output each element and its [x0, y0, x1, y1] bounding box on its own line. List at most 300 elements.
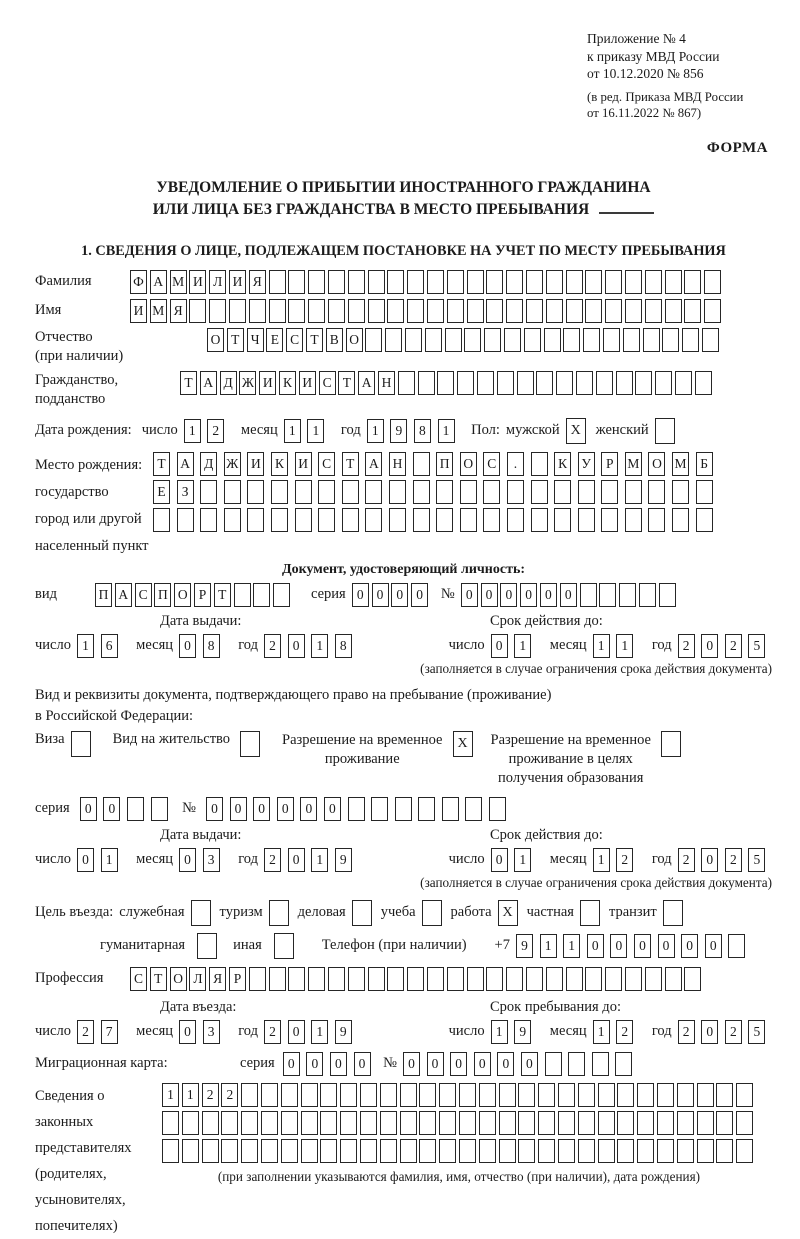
cell[interactable] [240, 731, 260, 757]
cell[interactable] [457, 371, 474, 395]
cell[interactable]: Б [696, 452, 713, 476]
cell[interactable] [422, 900, 442, 926]
cell[interactable]: Д [200, 452, 217, 476]
cell[interactable] [182, 1139, 199, 1163]
cell[interactable] [696, 480, 713, 504]
cell[interactable] [224, 508, 241, 532]
cell[interactable]: 2 [77, 1020, 94, 1044]
purpose-business-checkbox[interactable] [352, 900, 372, 926]
cell[interactable] [419, 1139, 436, 1163]
cell[interactable] [419, 1083, 436, 1107]
cell[interactable] [328, 299, 345, 323]
cell[interactable] [518, 1139, 535, 1163]
cell[interactable] [371, 797, 388, 821]
cell[interactable] [702, 328, 719, 352]
cell[interactable] [365, 480, 382, 504]
cell[interactable]: П [154, 583, 171, 607]
representatives-cells-row-1[interactable] [162, 1083, 756, 1107]
cell[interactable] [200, 480, 217, 504]
cell[interactable]: 0 [306, 1052, 323, 1076]
cell[interactable] [625, 299, 642, 323]
cell[interactable] [162, 1111, 179, 1135]
cell[interactable]: С [130, 967, 147, 991]
cell[interactable] [189, 299, 206, 323]
residence-valid-year-cells[interactable] [678, 848, 772, 872]
cell[interactable] [546, 270, 563, 294]
purpose-work-checkbox[interactable] [498, 900, 518, 926]
cell[interactable] [328, 270, 345, 294]
cell[interactable] [360, 1139, 377, 1163]
cell[interactable] [545, 1052, 562, 1076]
cell[interactable]: Т [150, 967, 167, 991]
cell[interactable]: 0 [179, 1020, 196, 1044]
cell[interactable] [599, 583, 616, 607]
cell[interactable] [563, 328, 580, 352]
residence-issue-year-cells[interactable] [264, 848, 358, 872]
cell[interactable]: 2 [725, 848, 742, 872]
cell[interactable] [269, 900, 289, 926]
cell[interactable] [447, 270, 464, 294]
cell[interactable]: П [436, 452, 453, 476]
cell[interactable] [544, 328, 561, 352]
cell[interactable] [637, 1111, 654, 1135]
cell[interactable]: Е [266, 328, 283, 352]
cell[interactable] [418, 797, 435, 821]
cell[interactable]: Т [227, 328, 244, 352]
cell[interactable] [249, 299, 266, 323]
cell[interactable] [716, 1083, 733, 1107]
cell[interactable] [663, 900, 683, 926]
cell[interactable]: 0 [103, 797, 120, 821]
cell[interactable] [405, 328, 422, 352]
cell[interactable]: 2 [725, 634, 742, 658]
cell[interactable] [665, 270, 682, 294]
cell[interactable]: Ч [247, 328, 264, 352]
cell[interactable] [677, 1139, 694, 1163]
given-name-cells[interactable] [130, 299, 724, 323]
cell[interactable]: 1 [438, 419, 455, 443]
cell[interactable]: 1 [311, 1020, 328, 1044]
stay-month-cells[interactable] [593, 1020, 640, 1044]
cell[interactable] [387, 967, 404, 991]
cell[interactable] [308, 299, 325, 323]
cell[interactable] [288, 967, 305, 991]
cell[interactable]: 0 [253, 797, 270, 821]
cell[interactable] [506, 299, 523, 323]
cell[interactable] [526, 270, 543, 294]
cell[interactable] [662, 328, 679, 352]
cell[interactable]: 2 [616, 848, 633, 872]
cell[interactable]: 0 [450, 1052, 467, 1076]
cell[interactable] [460, 480, 477, 504]
cell[interactable]: 8 [203, 634, 220, 658]
cell[interactable] [320, 1111, 337, 1135]
cell[interactable] [398, 371, 415, 395]
cell[interactable] [413, 508, 430, 532]
cell[interactable] [301, 1083, 318, 1107]
cell[interactable] [318, 480, 335, 504]
purpose-official-checkbox[interactable] [191, 900, 211, 926]
cell[interactable] [524, 328, 541, 352]
cell[interactable]: 7 [101, 1020, 118, 1044]
cell[interactable] [447, 299, 464, 323]
cell[interactable]: С [319, 371, 336, 395]
patronymic-cells[interactable] [207, 328, 722, 352]
cell[interactable] [182, 1111, 199, 1135]
cell[interactable] [419, 1111, 436, 1135]
cell[interactable]: 0 [491, 634, 508, 658]
cell[interactable]: А [150, 270, 167, 294]
cell[interactable] [486, 967, 503, 991]
cell[interactable]: А [358, 371, 375, 395]
cell[interactable]: 0 [540, 583, 557, 607]
cell[interactable]: 0 [230, 797, 247, 821]
cell[interactable]: 3 [203, 1020, 220, 1044]
cell[interactable]: Н [378, 371, 395, 395]
cell[interactable] [467, 299, 484, 323]
cell[interactable] [221, 1111, 238, 1135]
residence-valid-day-cells[interactable] [491, 848, 538, 872]
cell[interactable] [281, 1139, 298, 1163]
cell[interactable] [655, 371, 672, 395]
cell[interactable]: М [150, 299, 167, 323]
cell[interactable]: Л [209, 270, 226, 294]
cell[interactable]: 0 [179, 848, 196, 872]
cell[interactable] [477, 371, 494, 395]
residence-series-cells[interactable] [80, 797, 174, 821]
cell[interactable]: О [460, 452, 477, 476]
cell[interactable]: 2 [678, 634, 695, 658]
cell[interactable] [281, 1111, 298, 1135]
cell[interactable]: О [174, 583, 191, 607]
purpose-other-checkbox[interactable] [274, 933, 294, 959]
cell[interactable] [479, 1083, 496, 1107]
cell[interactable]: 2 [678, 848, 695, 872]
cell[interactable]: 0 [610, 934, 627, 958]
cell[interactable]: 0 [491, 848, 508, 872]
cell[interactable] [677, 1111, 694, 1135]
cell[interactable]: 0 [354, 1052, 371, 1076]
cell[interactable] [465, 797, 482, 821]
representatives-cells-row-3[interactable] [162, 1139, 756, 1163]
cell[interactable] [467, 967, 484, 991]
profession-cells[interactable] [130, 967, 704, 991]
cell[interactable] [716, 1111, 733, 1135]
cell[interactable]: 0 [705, 934, 722, 958]
cell[interactable]: А [115, 583, 132, 607]
cell[interactable] [504, 328, 521, 352]
cell[interactable]: С [286, 328, 303, 352]
cell[interactable] [639, 583, 656, 607]
cell[interactable] [675, 371, 692, 395]
cell[interactable] [418, 371, 435, 395]
cell[interactable]: Т [214, 583, 231, 607]
cell[interactable] [439, 1111, 456, 1135]
cell[interactable]: 0 [587, 934, 604, 958]
cell[interactable] [538, 1139, 555, 1163]
cell[interactable] [407, 299, 424, 323]
cell[interactable] [274, 933, 294, 959]
cell[interactable] [229, 299, 246, 323]
cell[interactable]: Я [209, 967, 226, 991]
cell[interactable] [601, 508, 618, 532]
cell[interactable]: 0 [560, 583, 577, 607]
cell[interactable] [558, 1111, 575, 1135]
cell[interactable]: Я [170, 299, 187, 323]
cell[interactable] [320, 1083, 337, 1107]
cell[interactable]: У [578, 452, 595, 476]
cell[interactable] [661, 731, 681, 757]
residence-issue-day-cells[interactable] [77, 848, 124, 872]
cell[interactable] [585, 270, 602, 294]
cell[interactable] [592, 1052, 609, 1076]
cell[interactable]: 2 [616, 1020, 633, 1044]
cell[interactable] [617, 1139, 634, 1163]
cell[interactable] [389, 508, 406, 532]
cell[interactable]: 1 [593, 1020, 610, 1044]
cell[interactable] [407, 270, 424, 294]
cell[interactable] [153, 508, 170, 532]
cell[interactable]: 0 [324, 797, 341, 821]
cell[interactable] [648, 508, 665, 532]
cell[interactable]: 0 [300, 797, 317, 821]
cell[interactable] [554, 508, 571, 532]
cell[interactable]: Р [229, 967, 246, 991]
cell[interactable]: 0 [481, 583, 498, 607]
cell[interactable]: 9 [516, 934, 533, 958]
cell[interactable] [271, 480, 288, 504]
cell[interactable]: 1 [540, 934, 557, 958]
cell[interactable] [736, 1139, 753, 1163]
cell[interactable]: 0 [288, 848, 305, 872]
cell[interactable] [619, 583, 636, 607]
birthplace-cells-row-1[interactable] [153, 452, 719, 476]
cell[interactable]: 1 [311, 848, 328, 872]
cell[interactable] [605, 270, 622, 294]
cell[interactable] [191, 900, 211, 926]
cell[interactable] [617, 1111, 634, 1135]
cell[interactable] [507, 480, 524, 504]
cell[interactable] [261, 1111, 278, 1135]
residence-issue-month-cells[interactable] [179, 848, 226, 872]
cell[interactable] [437, 371, 454, 395]
cell[interactable] [436, 480, 453, 504]
cell[interactable]: М [672, 452, 689, 476]
cell[interactable] [241, 1139, 258, 1163]
cell[interactable] [605, 299, 622, 323]
cell[interactable] [247, 508, 264, 532]
cell[interactable] [531, 452, 548, 476]
cell[interactable]: Т [180, 371, 197, 395]
cell[interactable] [352, 900, 372, 926]
cell[interactable]: Т [338, 371, 355, 395]
cell[interactable] [385, 328, 402, 352]
cell[interactable]: З [177, 480, 194, 504]
cell[interactable] [445, 328, 462, 352]
cell[interactable] [672, 508, 689, 532]
cell[interactable] [697, 1139, 714, 1163]
cell[interactable]: И [247, 452, 264, 476]
entry-month-cells[interactable] [179, 1020, 226, 1044]
cell[interactable] [538, 1083, 555, 1107]
cell[interactable]: И [189, 270, 206, 294]
cell[interactable] [200, 508, 217, 532]
cell[interactable]: О [170, 967, 187, 991]
cell[interactable] [387, 299, 404, 323]
cell[interactable] [518, 1083, 535, 1107]
cell[interactable]: 1 [514, 848, 531, 872]
purpose-humanitarian-checkbox[interactable] [197, 933, 217, 959]
cell[interactable] [648, 480, 665, 504]
cell[interactable]: А [200, 371, 217, 395]
cell[interactable] [340, 1083, 357, 1107]
cell[interactable]: А [177, 452, 194, 476]
cell[interactable] [625, 967, 642, 991]
cell[interactable]: 8 [414, 419, 431, 443]
cell[interactable]: 0 [403, 1052, 420, 1076]
cell[interactable] [320, 1139, 337, 1163]
cell[interactable]: 2 [207, 419, 224, 443]
cell[interactable] [546, 299, 563, 323]
cell[interactable] [601, 480, 618, 504]
cell[interactable] [368, 299, 385, 323]
cell[interactable]: 0 [497, 1052, 514, 1076]
document-number-cells[interactable] [461, 583, 679, 607]
birthplace-cells-row-2[interactable] [153, 480, 719, 504]
cell[interactable] [506, 967, 523, 991]
cell[interactable] [249, 967, 266, 991]
cell[interactable] [635, 371, 652, 395]
stay-year-cells[interactable] [678, 1020, 772, 1044]
cell[interactable] [558, 1139, 575, 1163]
cell[interactable] [301, 1139, 318, 1163]
cell[interactable] [486, 299, 503, 323]
cell[interactable] [459, 1083, 476, 1107]
cell[interactable] [736, 1083, 753, 1107]
cell[interactable] [436, 508, 453, 532]
cell[interactable]: 2 [264, 634, 281, 658]
cell[interactable]: Р [194, 583, 211, 607]
cell[interactable]: П [95, 583, 112, 607]
residence-number-cells[interactable] [206, 797, 513, 821]
cell[interactable]: 5 [748, 634, 765, 658]
document-issue-year-cells[interactable] [264, 634, 358, 658]
cell[interactable]: К [279, 371, 296, 395]
cell[interactable]: О [648, 452, 665, 476]
cell[interactable]: М [170, 270, 187, 294]
cell[interactable] [342, 508, 359, 532]
cell[interactable] [348, 967, 365, 991]
cell[interactable]: 0 [283, 1052, 300, 1076]
citizenship-cells[interactable] [180, 371, 715, 395]
cell[interactable]: 0 [288, 1020, 305, 1044]
cell[interactable] [427, 299, 444, 323]
cell[interactable]: 0 [352, 583, 369, 607]
cell[interactable] [697, 1083, 714, 1107]
cell[interactable] [695, 371, 712, 395]
cell[interactable] [151, 797, 168, 821]
cell[interactable] [400, 1111, 417, 1135]
cell[interactable] [531, 480, 548, 504]
cell[interactable] [554, 480, 571, 504]
cell[interactable] [684, 270, 701, 294]
cell[interactable] [360, 1083, 377, 1107]
cell[interactable] [177, 508, 194, 532]
cell[interactable] [645, 299, 662, 323]
cell[interactable] [269, 299, 286, 323]
cell[interactable] [616, 371, 633, 395]
phone-cells[interactable] [516, 934, 752, 958]
cell[interactable]: 0 [77, 848, 94, 872]
cell[interactable]: И [229, 270, 246, 294]
cell[interactable] [368, 967, 385, 991]
entry-day-cells[interactable] [77, 1020, 124, 1044]
cell[interactable] [360, 1111, 377, 1135]
cell[interactable]: X [453, 731, 473, 757]
cell[interactable]: Т [153, 452, 170, 476]
birthplace-cells-row-3[interactable] [153, 508, 719, 532]
cell[interactable] [368, 270, 385, 294]
document-valid-year-cells[interactable] [678, 634, 772, 658]
cell[interactable] [340, 1111, 357, 1135]
cell[interactable] [427, 270, 444, 294]
cell[interactable]: С [135, 583, 152, 607]
cell[interactable]: 1 [101, 848, 118, 872]
document-series-cells[interactable] [352, 583, 431, 607]
birth-year-cells[interactable] [367, 419, 461, 443]
cell[interactable]: 1 [182, 1083, 199, 1107]
cell[interactable]: Е [153, 480, 170, 504]
cell[interactable]: 0 [681, 934, 698, 958]
cell[interactable] [696, 508, 713, 532]
cell[interactable]: 0 [500, 583, 517, 607]
cell[interactable] [499, 1111, 516, 1135]
cell[interactable] [728, 934, 745, 958]
cell[interactable]: 1 [593, 634, 610, 658]
cell[interactable] [413, 452, 430, 476]
cell[interactable] [348, 299, 365, 323]
cell[interactable]: С [318, 452, 335, 476]
cell[interactable] [209, 299, 226, 323]
cell[interactable] [489, 797, 506, 821]
cell[interactable] [605, 967, 622, 991]
cell[interactable] [538, 1111, 555, 1135]
cell[interactable]: 2 [725, 1020, 742, 1044]
cell[interactable]: 0 [634, 934, 651, 958]
cell[interactable] [657, 1083, 674, 1107]
cell[interactable] [518, 1111, 535, 1135]
cell[interactable]: Ж [239, 371, 256, 395]
cell[interactable] [486, 270, 503, 294]
cell[interactable]: Д [220, 371, 237, 395]
cell[interactable]: 5 [748, 1020, 765, 1044]
cell[interactable] [241, 1111, 258, 1135]
cell[interactable] [425, 328, 442, 352]
cell[interactable]: 1 [616, 634, 633, 658]
cell[interactable] [576, 371, 593, 395]
cell[interactable]: X [566, 418, 586, 444]
cell[interactable] [162, 1139, 179, 1163]
cell[interactable] [387, 270, 404, 294]
cell[interactable] [269, 967, 286, 991]
cell[interactable] [479, 1139, 496, 1163]
cell[interactable]: Н [389, 452, 406, 476]
cell[interactable] [273, 583, 290, 607]
cell[interactable] [202, 1139, 219, 1163]
cell[interactable] [598, 1111, 615, 1135]
cell[interactable] [536, 371, 553, 395]
cell[interactable] [517, 371, 534, 395]
